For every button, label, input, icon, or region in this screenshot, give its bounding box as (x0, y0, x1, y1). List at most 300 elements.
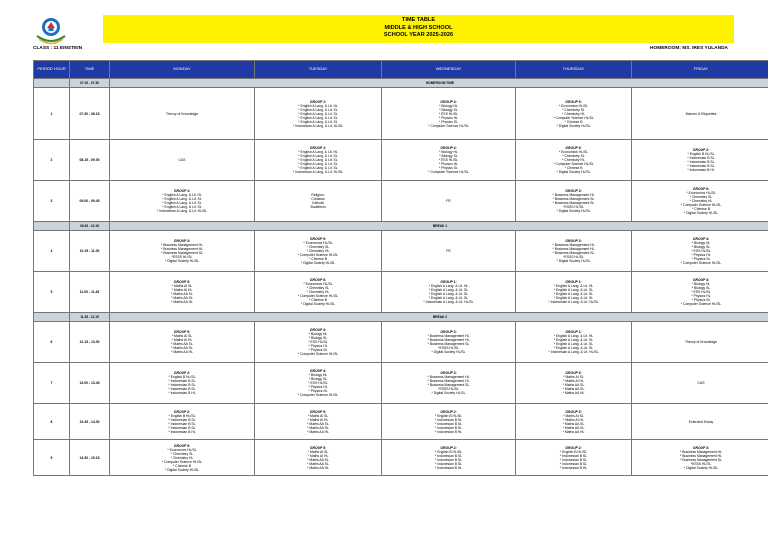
subject-line: * Indonesian B SL (559, 457, 588, 462)
subject-line: * English B HL/SL (560, 449, 587, 454)
group-heading: GROUP 2: (173, 371, 191, 375)
subject-line: * Economics HL/SL (303, 282, 333, 286)
break-row (34, 313, 768, 322)
subject-line: * Maths AI HL (307, 417, 329, 422)
subject-line: * Indonesian B SL (687, 160, 715, 164)
subject-line: * Physics HL (308, 344, 328, 348)
class-cell (110, 181, 255, 222)
subject-line: * Biology HL (439, 103, 458, 108)
period-number: 9 (34, 440, 70, 476)
class-cell (382, 322, 516, 363)
subject-line: * Indonesian B HL (168, 391, 196, 395)
subject-line: * Indonesian B HL (434, 429, 463, 434)
subject-line: * Digital Society HL/SL (164, 467, 200, 472)
school-logo (34, 14, 68, 46)
subject-line: * ESS HL/SL (308, 381, 328, 385)
subject-line: * Indonesian B SL (168, 387, 196, 391)
subject-line: * Chemistry SL (689, 195, 713, 199)
subject-line: * Chemistry SL (306, 245, 330, 249)
group-heading: GROUP 2: (440, 445, 457, 450)
subject-line: * Chinese B (692, 207, 710, 211)
subject-line: * Business Management HL (160, 243, 204, 247)
period-number: 4 (34, 231, 70, 272)
subject-line: * Indonesian B HL (434, 465, 463, 470)
period-time: 07.30 - 08.15 (70, 88, 110, 140)
subject-line: * Chinese B (309, 257, 327, 261)
subject-line: * Maths AA SL (307, 425, 329, 430)
subject-line: Religion: (311, 193, 325, 197)
class-cell (382, 181, 516, 222)
class-cell (382, 440, 516, 476)
subject-line: * Indonesian A Lang. & Lit. HL/SL (548, 350, 599, 354)
group-heading: GROUP 4: (440, 99, 457, 104)
group-heading: GROUP 4: (692, 278, 710, 282)
group-heading: GROUP 3: (692, 445, 710, 450)
subject-line: CAS (178, 158, 186, 162)
group-heading: GROUP 5: (309, 409, 327, 414)
subject-line: * Physics SL (438, 166, 459, 170)
subject-line: * Digital Society HL/SL (556, 259, 591, 263)
period-time: 10.15 - 11.00 (70, 231, 110, 272)
subject-line: * Indonesian B SL (168, 417, 196, 422)
subject-line: * English B HL/SL (168, 413, 196, 418)
class-cell (516, 404, 632, 440)
subject-line: * Biology HL (308, 373, 328, 377)
group-heading: GROUP 1: (565, 330, 582, 334)
subject-line: * English A Lang. & Lit. HL (298, 150, 338, 154)
class-cell (110, 272, 255, 313)
subject-line: * Digital Society HL/SL (164, 259, 200, 263)
subject-line: * Chemistry HL (689, 199, 713, 203)
class-cell (255, 404, 382, 440)
subject-line: * Computer Science HL/SL (428, 123, 469, 128)
col-monday: MONDAY (110, 61, 255, 79)
subject-line: * English B HL/SL (168, 375, 196, 379)
subject-line: *ESSS HL/SL (563, 205, 584, 209)
subject-line: * Digital Society HL/SL (683, 211, 719, 215)
subject-line: * Biology SL (308, 377, 328, 381)
subject-line: * Indonesian B SL (687, 164, 715, 168)
subject-line: * English A Lang. & Lit. SL (428, 296, 469, 300)
subject-line: * Business Management HL (552, 243, 595, 247)
class-cell (255, 363, 382, 404)
group-heading: GROUP 4: (692, 237, 710, 241)
subject-line: * English A Lang. & Lit. SL (298, 107, 338, 112)
title-line-1: TIME TABLE (401, 17, 436, 23)
class-cell (255, 272, 382, 313)
band-time: 07.15 - 07.30 (70, 79, 110, 88)
subject-line: * Chemistry HL (170, 455, 194, 460)
class-cell (632, 272, 768, 313)
period-number: 7 (34, 363, 70, 404)
subject-line: * Maths AA HL (171, 350, 193, 354)
class-cell (516, 140, 632, 181)
group-heading: GROUP 3: (565, 239, 582, 243)
subject-line: * Maths AA SL (307, 421, 329, 426)
class-cell (516, 322, 632, 363)
timetable (33, 60, 768, 476)
subject-line: * Business Management HL (679, 453, 723, 458)
class-cell (632, 231, 768, 272)
subject-line: * English A Lang. & Lit. HL (553, 284, 594, 288)
group-heading: GROUP 3: (565, 189, 582, 193)
subject-line: * Indonesian B SL (434, 425, 463, 430)
subject-line: Extended Essay (688, 419, 714, 424)
subject-line: * Maths AA HL (562, 391, 585, 395)
group-heading: GROUP 6: (692, 187, 710, 191)
group-heading: GROUP 5: (173, 280, 191, 284)
subject-line: * Digital Society HL/SL (300, 261, 336, 265)
group-heading: GROUP 3: (173, 239, 191, 243)
class-cell (255, 140, 382, 181)
subject-line: * Maths AI HL (307, 453, 329, 458)
subject-line: * Indonesian A Lang. & Lit. HL/SL (548, 300, 599, 304)
subject-line: * Business Management HL (552, 247, 595, 251)
subject-line: * Maths AA SL (171, 292, 193, 296)
period-time: 13.45 - 14.30 (70, 404, 110, 440)
class-cell (110, 322, 255, 363)
header-row (34, 61, 768, 79)
subject-line: * Economics HL/SL (558, 150, 589, 154)
subject-line: * Computer Science HL/SL (680, 302, 722, 306)
subject-line: * Economics HL/SL (167, 447, 197, 452)
subject-line: * Maths AA SL (171, 346, 193, 350)
subject-line: * Maths AA HL (307, 429, 329, 434)
subject-line: * Maths AI HL (171, 338, 193, 342)
subject-line: * Biology SL (439, 154, 458, 158)
class-cell (255, 181, 382, 222)
subject-line: * English A Lang. & Lit. HL (162, 193, 202, 197)
period-row (34, 140, 768, 181)
subject-line: * Indonesian A Lang. & Lit. HL/SL (156, 209, 208, 213)
subject-line: * Maths AI SL (563, 413, 584, 418)
group-heading: GROUP 3: (440, 330, 457, 334)
period-time: 12.15 - 13.00 (70, 322, 110, 363)
subject-line: * Physics HL (691, 253, 711, 257)
period-row (34, 231, 768, 272)
class-cell (110, 404, 255, 440)
period-time: 11.00 - 11.45 (70, 272, 110, 313)
subject-line: * English A Lang. & Lit. SL (162, 205, 202, 209)
subject-line: * Maths AI HL (563, 417, 584, 422)
subject-line: * Maths AI SL (307, 449, 329, 454)
class-cell (110, 231, 255, 272)
subject-line: * English A Lang. & Lit. SL (298, 166, 338, 170)
subject-line: * Maths AI HL (563, 379, 584, 383)
class-cell (632, 322, 768, 363)
subject-line: * English A Lang. & Lit. SL (298, 158, 338, 162)
subject-line: * Maths AI HL (171, 288, 193, 292)
subject-line: * English A Lang. & Lit. SL (298, 154, 338, 158)
band-empty-cell (34, 79, 70, 88)
subject-line: * Indonesian B SL (168, 425, 196, 430)
subject-line: * Digital Society HL/SL (431, 350, 466, 354)
band-empty-cell (34, 222, 70, 231)
subject-line: * Physics HL (308, 385, 328, 389)
subject-line: * English A Lang. & Lit. SL (428, 288, 469, 292)
subject-line: * English A Lang. & Lit. HL (553, 334, 594, 338)
subject-line: * Computer Science HL/SL (297, 393, 339, 397)
subject-line: * Digital Society HL/SL (556, 123, 591, 128)
subject-line: *ESSS HL/SL (690, 461, 712, 466)
subject-line: * English A Lang. & Lit. SL (298, 162, 338, 166)
group-heading: GROUP 2: (440, 409, 457, 414)
class-cell (516, 272, 632, 313)
subject-line: * Computer Science HL/SL (680, 261, 722, 265)
subject-line: * English A Lang. & Lit. SL (553, 296, 594, 300)
subject-line: * Chemistry HL (562, 158, 585, 162)
period-row (34, 272, 768, 313)
class-cell (382, 272, 516, 313)
band-empty-cell (34, 313, 70, 322)
period-row (34, 440, 768, 476)
subject-line: Buddhism (310, 205, 326, 209)
class-cell (110, 440, 255, 476)
col-wednesday: WEDNESDAY (382, 61, 516, 79)
subject-line: * Chemistry SL (562, 154, 585, 158)
subject-line: * Maths AA SL (562, 425, 585, 430)
subject-line: * Computer Science HL/SL (297, 352, 339, 356)
subject-line: * Chemistry HL (306, 249, 330, 253)
subject-line: * Physics HL (438, 162, 459, 166)
class-cell (632, 140, 768, 181)
subject-line: * Maths AI SL (171, 284, 193, 288)
subject-line: * Chinese B (564, 166, 583, 170)
title-banner (103, 15, 734, 43)
period-time: 14.30 - 15.15 (70, 440, 110, 476)
timetable-body (34, 79, 768, 476)
subject-line: * English A Lang. & Lit. SL (162, 201, 202, 205)
period-row (34, 181, 768, 222)
subject-line: * English A Lang. & Lit. SL (553, 292, 594, 296)
subject-line: * Indonesian B SL (559, 461, 588, 466)
subject-line: * Maths AA HL (562, 429, 585, 434)
subject-line: * Indonesian B SL (434, 417, 463, 422)
class-cell (110, 140, 255, 181)
subject-line: * Economics HL/SL (686, 191, 716, 195)
class-cell (516, 181, 632, 222)
subject-line: Christian (311, 197, 325, 201)
subject-line: * Maths AA SL (307, 461, 329, 466)
subject-line: * Physics SL (691, 257, 711, 261)
subject-line: * Business Management HL (427, 375, 470, 379)
band-time: 11.45 - 12.15 (70, 313, 110, 322)
subject-line: * Business Management HL (427, 334, 470, 338)
subject-line: * Indonesian B SL (168, 421, 196, 426)
subject-line: * ESS HL/SL (438, 158, 459, 162)
subject-line: * Business Management SL (427, 342, 470, 346)
subject-line: * English B HL/SL (435, 449, 462, 454)
subject-line: * Indonesian B SL (168, 379, 196, 383)
group-heading: GROUP 5: (309, 445, 327, 450)
subject-line: * Indonesian B SL (434, 461, 463, 466)
class-cell (382, 231, 516, 272)
subject-line: * Business Management HL (552, 193, 595, 197)
class-cell (632, 404, 768, 440)
group-heading: GROUP 1: (565, 280, 582, 284)
subject-line: * Computer Science HL/SL (428, 170, 469, 174)
band-label: BREAK 1 (110, 222, 768, 231)
subject-line: CAS (697, 381, 705, 385)
subject-line: * Biology SL (439, 107, 458, 112)
subject-line: * Physics SL (438, 119, 459, 124)
subject-line: * English A Lang. & Lit. HL (298, 103, 338, 108)
subject-line: * English A Lang. & Lit. SL (162, 197, 202, 201)
subject-line: * Indonesian A Lang. & Lit. HL/SL (423, 300, 474, 304)
class-cell (255, 231, 382, 272)
class-label: CLASS : 11 EINSTEIN (33, 46, 83, 51)
subject-line: * English A Lang. & Lit. SL (553, 342, 594, 346)
period-number: 3 (34, 181, 70, 222)
subject-line: * Chemistry SL (170, 451, 194, 456)
col-thursday: THURSDAY (516, 61, 632, 79)
subject-line: * Biology HL (691, 282, 711, 286)
subject-line: * Physics SL (691, 298, 711, 302)
subject-line: * Computer Science HL/SL (297, 294, 339, 298)
subject-line: * Indonesian B HL (168, 429, 196, 434)
subject-line: Theory of Knowledge (684, 340, 718, 344)
subject-line: * English B HL/SL (687, 152, 715, 156)
period-time: 08.15 - 09.00 (70, 140, 110, 181)
subject-line: * ESS HL/SL (438, 111, 459, 116)
subject-line: * Computer Science HL/SL (553, 115, 594, 120)
subject-line: * Computer Science HL/SL (680, 203, 722, 207)
subject-line: * Chemistry HL (562, 111, 585, 116)
class-cell (382, 140, 516, 181)
subject-line: * Business Management SL (552, 201, 595, 205)
subject-line: * Maths AA SL (562, 383, 585, 387)
period-number: 2 (34, 140, 70, 181)
subject-line: * Economics HL/SL (303, 241, 333, 245)
class-cell (516, 363, 632, 404)
subject-line: * ESS HL/SL (691, 290, 711, 294)
subject-line: * Maths AI SL (563, 375, 584, 379)
period-number: 1 (34, 88, 70, 140)
subject-line: * Biology HL (439, 150, 458, 154)
subject-line: * Maths AA SL (562, 387, 585, 391)
group-heading: GROUP 6: (565, 146, 582, 150)
class-cell (516, 88, 632, 140)
subject-line: * English A Lang. & Lit. SL (553, 346, 594, 350)
subject-line: * Indonesian B SL (168, 383, 196, 387)
subject-line: * Maths AI SL (307, 413, 329, 418)
subject-line: * Chinese B (309, 298, 327, 302)
subject-line: PE (446, 199, 451, 203)
subject-line: *ESSS HL/SL (438, 346, 459, 350)
class-cell (632, 440, 768, 476)
subject-line: * Indonesian A Lang. & Lit. HL/SL (292, 170, 344, 174)
subject-line: * Business Management HL (427, 379, 470, 383)
break-row (34, 79, 768, 88)
period-number: 8 (34, 404, 70, 440)
subject-line: * Business Management SL (427, 383, 470, 387)
subject-line: * English A Lang. & Lit. HL (428, 284, 469, 288)
col-time: TIME (70, 61, 110, 79)
subject-line: * Business Management HL (427, 338, 470, 342)
class-cell (382, 363, 516, 404)
subject-line: * ESS HL/SL (691, 249, 711, 253)
group-heading: GROUP 1: (440, 280, 457, 284)
group-heading: GROUP 5: (173, 330, 191, 334)
subject-line: * Biology HL (691, 241, 711, 245)
subject-line: * Business Management SL (680, 457, 722, 462)
class-cell (255, 440, 382, 476)
subject-line: * Business Management SL (161, 251, 203, 255)
group-heading: GROUP 1: (173, 189, 191, 193)
band-time: 09.45 - 10.15 (70, 222, 110, 231)
subject-line: * Chemistry HL (306, 290, 330, 294)
title-line-2: MIDDLE & HIGH SCHOOL (384, 24, 453, 31)
subject-line: * Biology SL (691, 286, 711, 290)
band-label: HOMEROOM TIME (110, 79, 768, 88)
group-heading: GROUP 2: (565, 445, 582, 450)
subject-line: * Indonesian B HL (687, 168, 715, 172)
group-heading: GROUP 6: (309, 278, 327, 282)
subject-line: * Chinese B (564, 119, 583, 124)
subject-line: * Computer Science HL/SL (553, 162, 594, 166)
group-heading: GROUP 2: (692, 148, 710, 152)
subject-line: * Chemistry SL (306, 286, 330, 290)
band-label: BREAK 2 (110, 313, 768, 322)
col-friday: FRIDAY (632, 61, 768, 79)
subject-line: * Digital Society HL/SL (431, 391, 466, 395)
period-row (34, 363, 768, 404)
subject-line: * Maths AA HL (307, 465, 329, 470)
subject-line: * Maths AI SL (171, 334, 193, 338)
subject-line: Manner & Etiquettes (685, 111, 717, 116)
subject-line: * Indonesian A Lang. & Lit. HL/SL (292, 123, 344, 128)
group-heading: GROUP 1: (309, 99, 327, 104)
subject-line: * English A Lang. & Lit. SL (553, 288, 594, 292)
period-number: 6 (34, 322, 70, 363)
subject-line: * Physics SL (308, 389, 328, 393)
group-heading: GROUP 5: (565, 409, 582, 414)
subject-line: * Physics HL (438, 115, 459, 120)
group-heading: GROUP 6: (565, 99, 582, 104)
class-cell (632, 88, 768, 140)
group-heading: GROUP 4: (309, 328, 327, 332)
subject-line: * English B HL/SL (435, 413, 462, 418)
subject-line: * English A Lang. & Lit. SL (298, 119, 338, 124)
subject-line: * Computer Science HL/SL (297, 253, 339, 257)
subject-line: *ESSS HL/SL (171, 255, 193, 259)
subject-line: * Business Management SL (552, 197, 595, 201)
subject-line: * Indonesian B SL (687, 156, 715, 160)
class-cell (255, 88, 382, 140)
class-cell (110, 363, 255, 404)
group-heading: GROUP 6: (173, 443, 191, 448)
period-number: 5 (34, 272, 70, 313)
class-cell (632, 363, 768, 404)
subject-line: * Indonesian B SL (434, 421, 463, 426)
class-cell (382, 404, 516, 440)
subject-line: * Indonesian B HL (559, 465, 588, 470)
class-cell (110, 88, 255, 140)
subject-line: * Chemistry SL (562, 107, 585, 112)
subject-line: * Business Management HL (160, 247, 204, 251)
subject-line: * Maths AA SL (171, 342, 193, 346)
group-heading: GROUP 5: (565, 371, 582, 375)
col-period: PERIOD HOUR (34, 61, 70, 79)
subject-line: * Computer Science HL/SL (161, 459, 203, 464)
break-row (34, 222, 768, 231)
group-heading: GROUP 1: (309, 146, 327, 150)
class-cell (632, 181, 768, 222)
subject-line: * Indonesian B SL (434, 457, 463, 462)
subject-line: * Indonesian B SL (434, 453, 463, 458)
subject-line: * Biology HL (308, 332, 328, 336)
subject-line: * Digital Society HL/SL (300, 302, 336, 306)
